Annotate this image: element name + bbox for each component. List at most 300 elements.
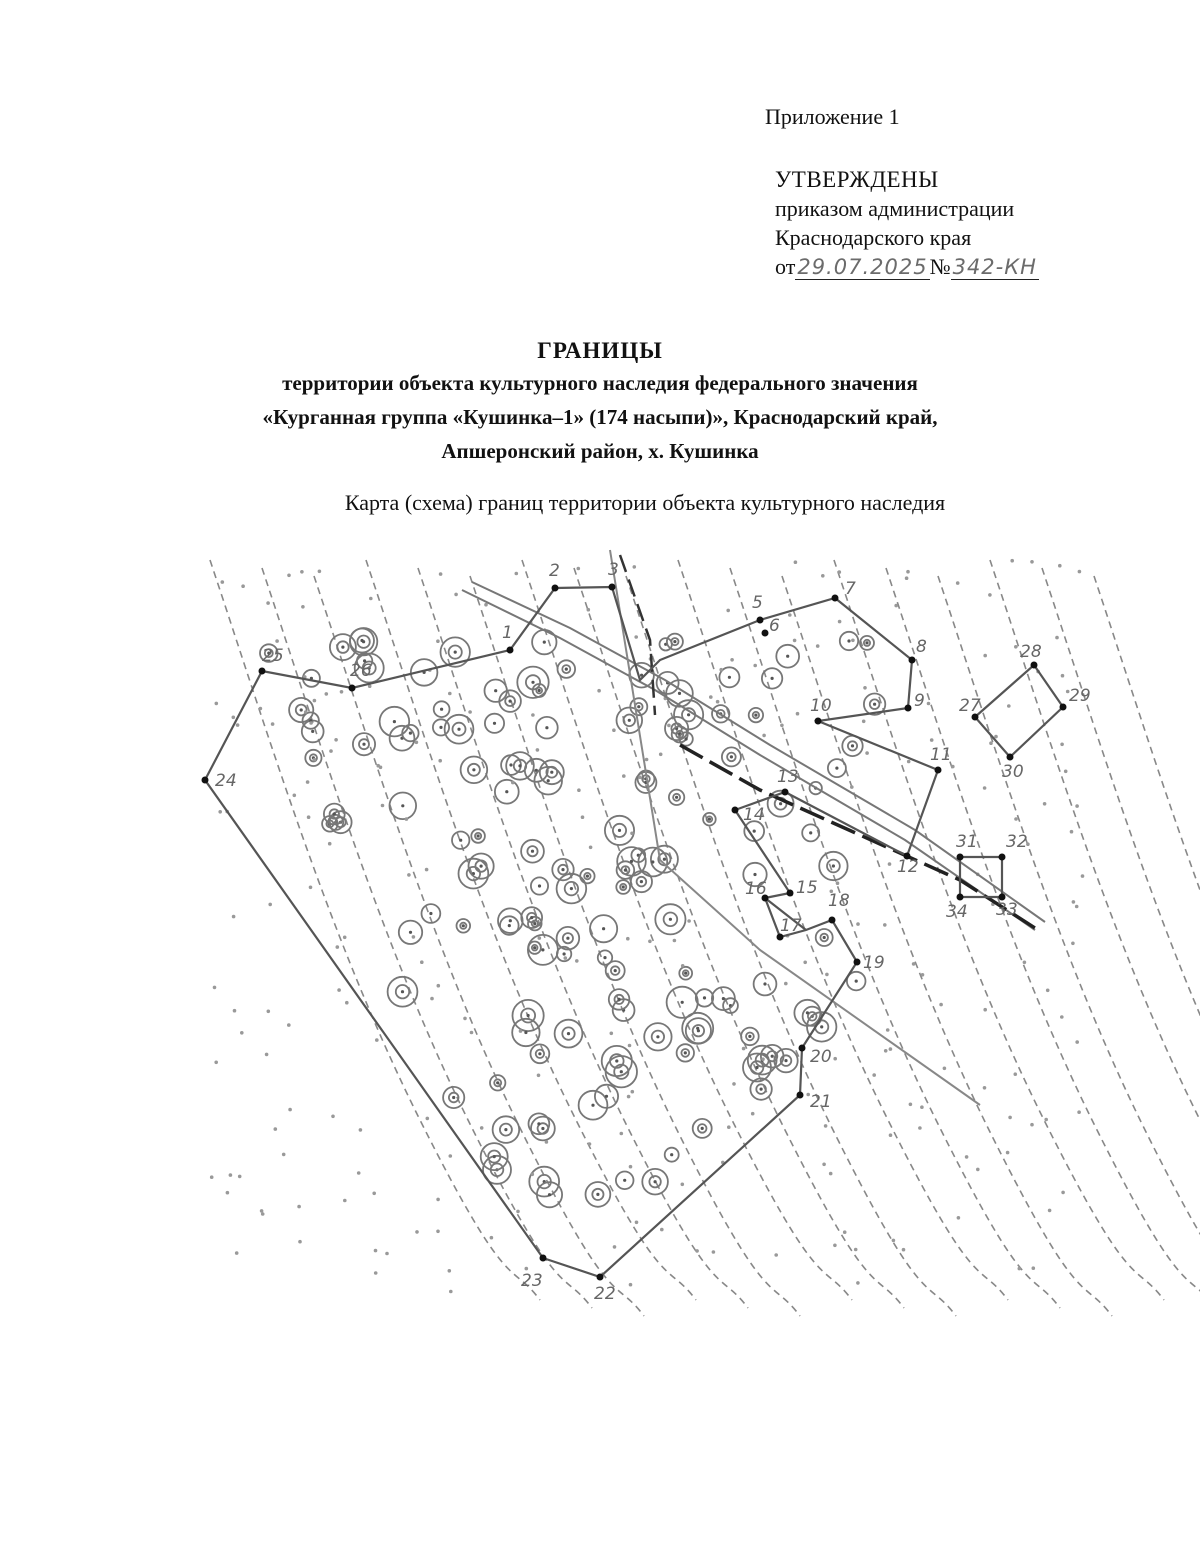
survey-dot [1014,1072,1018,1076]
survey-dot [727,1125,731,1129]
vertex-point [597,1274,604,1281]
vertex-label: 30 [1002,762,1024,782]
survey-dot [480,1126,484,1130]
mound [776,645,799,668]
survey-dot [1018,1267,1022,1271]
survey-dot [331,1115,335,1119]
survey-dot [449,1290,453,1294]
survey-dot [221,580,225,584]
survey-dot [645,758,649,762]
survey-dot [436,1230,440,1234]
vertex-label: 34 [946,902,968,922]
vertex-label: 2 [549,561,560,581]
vertex-label: 31 [956,832,978,852]
survey-dot [822,1163,826,1167]
survey-dot [635,1221,639,1225]
survey-dot [1064,770,1068,774]
survey-dot [788,613,792,617]
vertex-point [782,789,789,796]
survey-dot [298,1240,302,1244]
survey-dot [907,760,911,764]
survey-dot [300,570,304,574]
survey-dot [660,1228,664,1232]
survey-dot [215,702,219,706]
survey-dot [359,1128,363,1132]
survey-dot [626,937,630,941]
survey-dot [719,668,723,672]
vertex-label: 3 [608,560,619,580]
mound [459,859,489,889]
survey-dot [232,716,236,720]
survey-dot [1072,900,1076,904]
vertex-label: 22 [594,1284,616,1304]
mound [657,672,679,694]
survey-dot [1078,570,1082,574]
mound [665,1148,679,1162]
survey-dot [920,1105,924,1109]
survey-dot [629,1165,633,1169]
approved-heading: УТВЕРЖДЕНЫ [775,167,939,192]
survey-dot [850,785,854,789]
mound [590,915,617,942]
survey-dot [951,765,955,769]
survey-dot [525,1267,529,1271]
survey-dot [751,1112,755,1116]
survey-dot [357,1171,361,1175]
mound [495,780,519,804]
mound [531,877,548,894]
mound [642,1169,668,1195]
vertex-label: 20 [810,1047,832,1067]
mound [536,717,558,739]
survey-dot [994,735,998,739]
mound [380,707,410,737]
mound [580,869,594,883]
vertex-label: 5 [752,593,763,613]
survey-dot [407,873,411,877]
vertex-label: 29 [1069,686,1091,706]
survey-dot [872,1073,876,1077]
survey-dot [965,1155,969,1159]
boundary-vertices [202,584,1067,1281]
mound [531,1044,550,1063]
survey-dot [886,1028,890,1032]
vertex-point [507,647,514,654]
survey-dot [438,759,442,763]
survey-dot [420,960,424,964]
survey-dot [516,1210,520,1214]
survey-dot [229,1173,233,1177]
survey-dot [905,576,909,580]
map-caption: Карта (схема) границ территории объекта культурного наследия [344,490,946,515]
mound [399,921,422,944]
territory-boundary [205,587,1063,1277]
survey-dot [309,721,313,725]
contour-line [782,576,1112,1316]
vertex-point [762,630,769,637]
mound [722,747,741,766]
survey-dot [732,1082,736,1086]
vertex-label: 18 [828,891,850,911]
vertex-point [829,917,836,924]
mound [471,829,485,843]
survey-dot [780,724,784,728]
mound [324,804,345,825]
survey-dot [470,1031,474,1035]
vertex-label: 25 [262,646,284,666]
mound [353,733,375,755]
survey-dot [439,572,443,576]
mound [606,961,625,980]
contour-line [990,560,1200,1300]
survey-dot [287,1023,291,1027]
survey-dot [218,810,222,814]
vertex-label: 10 [810,696,832,716]
vertex-label: 32 [1006,832,1028,852]
mound [669,790,684,805]
survey-dot [1071,942,1075,946]
mound [605,816,634,845]
survey-dot [726,609,730,613]
mound [434,701,450,717]
vertex-label: 14 [743,805,765,825]
survey-dot [531,1173,535,1177]
mound [667,634,683,650]
survey-dot [425,868,429,872]
mound [452,832,469,849]
survey-dot [412,935,416,939]
vertex-point [935,767,942,774]
vertex-label: 13 [777,767,799,787]
survey-dot [436,639,440,643]
survey-dot [762,734,766,738]
survey-dot [1075,804,1079,808]
survey-dot [261,1212,265,1216]
vertex-point [1007,754,1014,761]
survey-dot [1061,674,1065,678]
mound [655,904,685,934]
mound [529,942,541,954]
survey-dot [1058,564,1062,568]
survey-dot [372,1192,376,1196]
survey-dot [1075,905,1079,909]
survey-dot [214,1061,218,1065]
survey-dot [930,738,934,742]
contour-line [470,576,800,1316]
survey-dot [889,1133,893,1137]
survey-dot [1014,817,1018,821]
survey-dot [681,964,685,968]
mound [703,813,716,826]
mound [616,880,630,894]
vertex-label: 11 [930,745,952,765]
order-number: 342-КН [952,255,1037,279]
mound [305,750,321,766]
survey-dot [337,988,341,992]
survey-dot [633,565,637,569]
subtitle-line-2: «Курганная группа «Кушинка–1» (174 насыпи)», Краснодарский край, [262,405,938,429]
survey-dot [1070,830,1074,834]
survey-dot [415,1230,419,1234]
mound [579,1091,608,1120]
survey-dot [293,794,297,798]
survey-dot [712,1250,716,1254]
number-prefix: № [929,254,951,279]
mound [531,1117,555,1141]
survey-dot [265,1053,269,1057]
survey-dot [989,741,993,745]
vertex-point [787,890,794,897]
survey-dot [260,1209,264,1213]
survey-dot [1043,802,1047,806]
mound [493,1116,520,1143]
survey-dot [267,1010,271,1014]
survey-dot [1055,636,1059,640]
mound [529,1167,559,1197]
survey-dot [381,804,385,808]
mound [816,929,833,946]
survey-dot [983,786,987,790]
vertex-label: 19 [863,953,885,973]
survey-dot [463,1017,467,1021]
survey-dot [385,1252,389,1256]
survey-dot [210,1175,214,1179]
mound [802,824,819,841]
survey-dot [236,723,240,727]
survey-dot [681,1183,685,1187]
survey-dot [909,1103,913,1107]
survey-dot [1061,1191,1065,1195]
survey-dot [796,712,800,716]
survey-dot [836,881,840,885]
mound [390,726,415,751]
vertex-label: 1 [502,623,513,643]
survey-dot [659,753,663,757]
survey-dot [318,570,322,574]
survey-dot [667,724,671,728]
survey-dot [490,1236,494,1240]
mound [457,919,471,933]
vertex-label: 17 [780,916,802,936]
survey-dot [468,710,472,714]
mound [461,757,488,784]
mound [774,1049,797,1072]
mound [741,1028,759,1046]
survey-dot [430,997,434,1001]
vertex-label: 33 [996,900,1018,920]
vertex-point [854,959,861,966]
survey-dot [448,1269,452,1273]
mound [677,1044,694,1061]
survey-dot [888,862,892,866]
survey-dot [369,597,373,601]
survey-dot [374,1249,378,1253]
survey-dot [1081,874,1085,878]
vertex-point [832,595,839,602]
appendix-label: Приложение 1 [765,104,900,129]
survey-dot [838,570,842,574]
survey-dot [575,959,579,963]
survey-dot [627,1095,631,1099]
survey-dot [307,815,311,819]
vertex-label: 12 [897,857,919,877]
survey-dot [374,1271,378,1275]
survey-dot [794,560,798,564]
survey-dot [902,1248,906,1252]
survey-dot [288,1108,292,1112]
survey-dot [1014,645,1018,649]
survey-dot [454,593,458,597]
vertex-point [732,807,739,814]
survey-dot [235,1251,239,1255]
survey-dot [956,581,960,585]
mound [631,871,652,892]
survey-dot [843,1230,847,1234]
survey-dot [629,1283,633,1287]
survey-dot [271,722,275,726]
order-line-1: приказом администрации [775,196,1015,221]
contour-line [314,576,644,1316]
vertex-point [909,657,916,664]
mound [499,690,521,712]
survey-dot [301,605,305,609]
survey-dot [884,1049,888,1053]
survey-dot [587,608,591,612]
survey-dot [449,1154,453,1158]
survey-dot [1007,704,1011,708]
survey-dot [889,1047,893,1051]
survey-dot [297,1205,301,1209]
survey-dot [436,1198,440,1202]
mound [485,680,507,702]
survey-dot [304,710,308,714]
vertex-point [797,1092,804,1099]
survey-dot [1006,1151,1010,1155]
survey-dot [334,738,338,742]
mound [762,668,782,688]
mound [749,708,763,722]
survey-dot [983,654,987,658]
survey-dot [854,1248,858,1252]
mound [485,714,504,733]
survey-dot [695,1249,699,1253]
survey-dot [821,574,825,578]
survey-dot [519,1029,523,1033]
survey-dot [226,1191,230,1195]
contour-line [834,560,1164,1300]
survey-dot [716,700,720,704]
survey-dot [597,689,601,693]
survey-dot [415,741,419,745]
survey-dot [824,1124,828,1128]
mound [433,719,449,735]
mound [555,1020,583,1048]
survey-dot [628,1044,632,1048]
vertex-point [540,1255,547,1262]
survey-dot [531,713,535,717]
survey-dot [631,1090,635,1094]
survey-dot [612,728,616,732]
survey-dot [833,1057,837,1061]
contour-line [418,568,748,1308]
survey-dot [287,574,291,578]
survey-dot [1032,1266,1036,1270]
mound [651,846,678,873]
survey-dot [988,593,992,597]
survey-dot [983,1008,987,1012]
mound [644,1023,671,1050]
survey-dot [275,639,279,643]
survey-dot [863,686,867,690]
mound [557,927,580,950]
mound [521,840,544,863]
contour-line [1042,568,1200,1308]
vertex-point [999,854,1006,861]
survey-dot [943,1067,947,1071]
survey-dot [581,815,585,819]
survey-dot [630,832,634,836]
survey-dot [774,1253,778,1257]
survey-dot [375,1038,379,1042]
survey-dot [537,1074,541,1078]
survey-dot [648,940,652,944]
survey-dot [983,1086,987,1090]
survey-dot [851,639,855,643]
survey-dot [634,635,638,639]
survey-dot [577,788,581,792]
survey-dot [730,658,734,662]
survey-dot [328,842,332,846]
vertex-point [1031,662,1038,669]
survey-dot [1023,961,1027,965]
survey-dot [753,664,757,668]
vertex-label: 23 [521,1271,543,1291]
order-date: 29.07.2025 [797,255,928,279]
vertex-point [815,718,822,725]
vertex-point [259,668,266,675]
survey-dot [426,1117,430,1121]
survey-dot [865,751,869,755]
vertex-label: 21 [810,1092,832,1112]
survey-dot [405,817,409,821]
survey-dot [892,1239,896,1243]
vertex-point [799,1045,806,1052]
survey-dot [856,1281,860,1285]
survey-dot [325,692,329,696]
survey-dot [742,1047,746,1051]
vertex-point [757,617,764,624]
survey-dot [343,1199,347,1203]
mound [828,759,846,777]
vertex-point [349,685,356,692]
survey-dot [545,1140,549,1144]
survey-dot [976,1168,980,1172]
survey-dot [240,1031,244,1035]
mound [679,967,692,980]
survey-dot [536,748,540,752]
survey-dot [939,1003,943,1007]
vertex-label: 8 [916,637,927,657]
survey-dot [268,903,272,907]
mound [540,760,564,784]
survey-dot [343,936,347,940]
survey-dot [862,720,866,724]
survey-dot [620,1132,624,1136]
subtitle-line-1: территории объекта культурного наследия федерального значения [282,371,918,395]
survey-dot [1044,1118,1048,1122]
mound [390,793,417,820]
vertex-point [609,584,616,591]
